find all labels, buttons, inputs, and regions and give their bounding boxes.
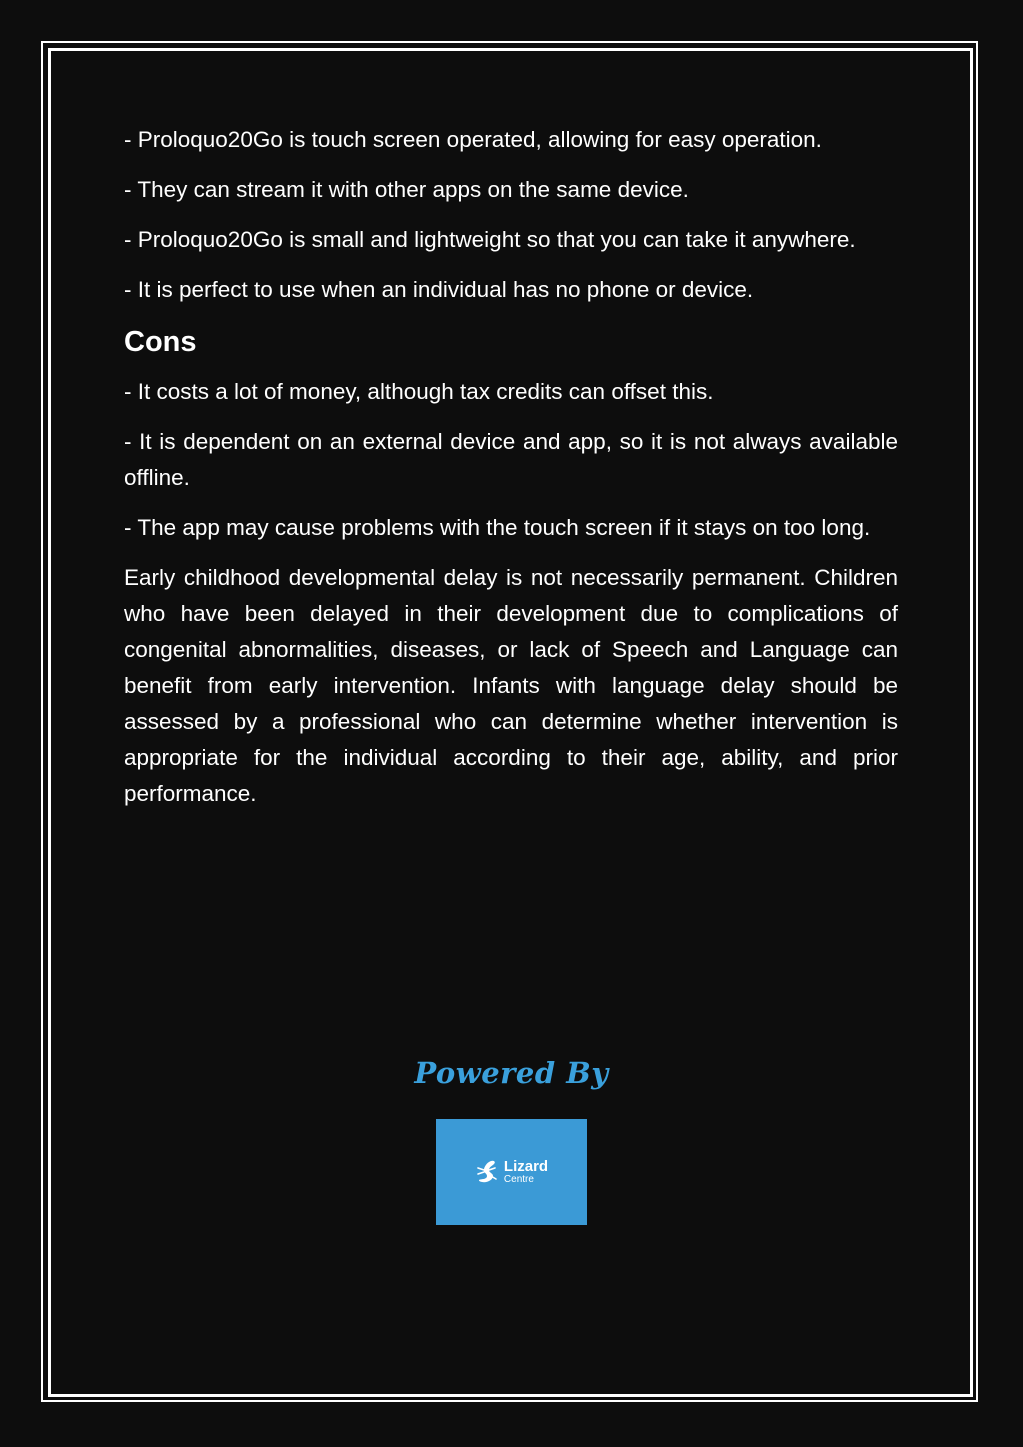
cons-heading: Cons [124, 326, 197, 358]
logo-line-1: Lizard [503, 1158, 549, 1175]
pro-item-1: - Proloquo20Go is touch screen operated, allowing for easy operation. [124, 127, 822, 152]
pro-item-3: - Proloquo20Go is small and lightweight so that you can take it anywhere. [124, 227, 856, 252]
pro-item-4: - It is perfect to use when an individual has no phone or device. [124, 277, 754, 302]
lizard-icon [475, 1158, 501, 1186]
powered-by-label: Powered By [414, 1056, 609, 1090]
con-item-2: - It is dependent on an external device and app, so it is not always available offline. [124, 429, 898, 490]
logo-text [504, 1159, 548, 1185]
logo-content [475, 1158, 548, 1186]
con-item-3: - The app may cause problems with the touch screen if it stays on too long. [124, 515, 871, 540]
pro-item-2: - They can stream it with other apps on the same device. [124, 177, 689, 202]
logo-line-2: Centre [503, 1174, 534, 1185]
closing-paragraph: Early childhood developmental delay is not necessarily permanent. Children who have been delayed in their development due to complications of congenital abnormalities, diseases, or lack of Speech and Language can benefit from early intervention. Infants with language delay should be assessed by a professional who can determine whether intervention is appropriate for the individual according to their age, ability, and prior performance. [124, 565, 898, 806]
lizard-centre-logo[interactable] [436, 1119, 587, 1225]
con-item-1: - It costs a lot of money, although tax credits can offset this. [124, 379, 714, 404]
document-body [124, 122, 898, 826]
